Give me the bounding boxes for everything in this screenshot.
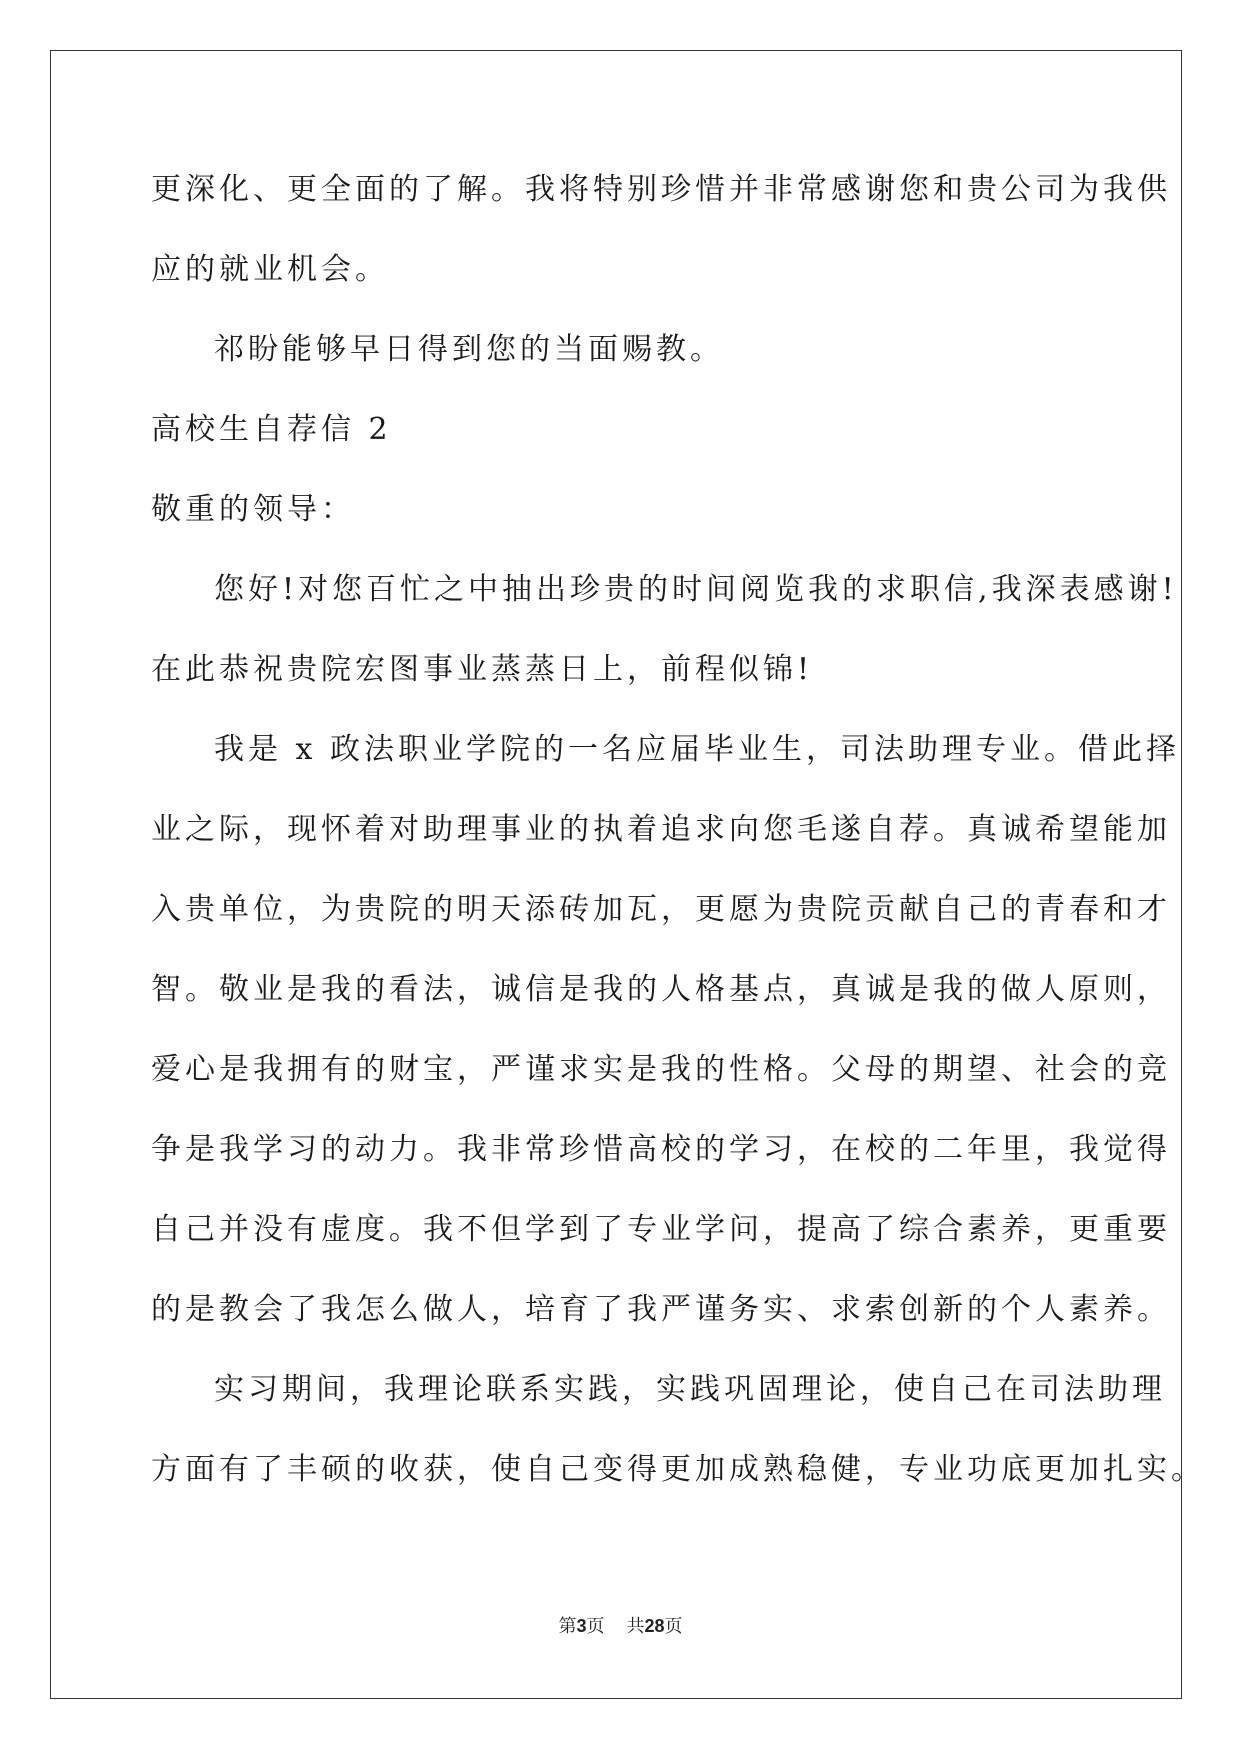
body-line: 在此恭祝贵院宏图事业蒸蒸日上，前程似锦! [151,652,814,687]
total-suffix: 页 [664,1616,683,1636]
body-line: 我是 x 政法职业学院的一名应届毕业生，司法助理专业。借此择 [214,732,1180,767]
body-line: 争是我学习的动力。我非常珍惜高校的学习，在校的二年里，我觉得 [151,1132,1171,1167]
page-number: 3 [576,1616,587,1636]
body-line: 您好!对您百忙之中抽出珍贵的时间阅览我的求职信,我深表感谢! [214,572,1178,607]
page-footer [0,1612,1241,1638]
salutation: 敬重的领导： [151,492,355,527]
body-line: 自己并没有虚度。我不但学到了专业学问，提高了综合素养，更重要 [151,1212,1171,1247]
body-line: 方面有了丰硕的收获，使自己变得更加成熟稳健，专业功底更加扎实。 [151,1452,1205,1487]
body-line: 入贵单位，为贵院的明天添砖加瓦，更愿为贵院贡献自己的青春和才 [151,892,1171,927]
total-pages: 28 [644,1616,665,1636]
page-suffix: 页 [586,1616,605,1636]
total-prefix: 共 [626,1616,645,1636]
body-line: 智。敬业是我的看法，诚信是我的人格基点，真诚是我的做人原则， [151,972,1171,1007]
page-prefix: 第 [558,1616,577,1636]
body-line: 爱心是我拥有的财宝，严谨求实是我的性格。父母的期望、社会的竞 [151,1052,1171,1087]
document-body [151,150,1205,1510]
section-heading: 高校生自荐信 2 [151,412,392,447]
body-line: 实习期间，我理论联系实践，实践巩固理论，使自己在司法助理 [214,1372,1166,1407]
body-line: 应的就业机会。 [151,252,389,287]
body-line: 的是教会了我怎么做人，培育了我严谨务实、求索创新的个人素养。 [151,1292,1171,1327]
body-line: 更深化、更全面的了解。我将特别珍惜并非常感谢您和贵公司为我供 [151,172,1171,207]
body-line: 业之际，现怀着对助理事业的执着追求向您毛遂自荐。真诚希望能加 [151,812,1171,847]
closing-line: 祁盼能够早日得到您的当面赐教。 [214,332,724,367]
